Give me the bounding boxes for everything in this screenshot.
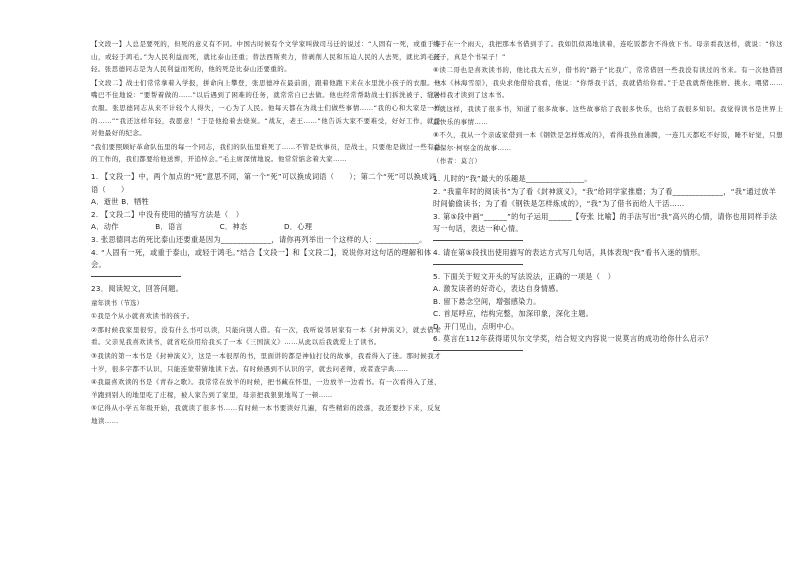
question-6: 6. 莫言在112年获得诺贝尔文学奖，结合短文内容说一说莫言的成功给你什么启示？ (433, 334, 713, 344)
question-2: 2. “我童年时的阅读书”为了看《封神演义》，“我”给同学家推磨；为了看_____________，“我”通过放羊时间偷偷读书；为了看《钢铁是怎样炼成的》，“我”为了借书而给人干活…… (433, 186, 777, 209)
option-c: C．神态 (219, 222, 248, 232)
left-column (91, 38, 441, 429)
material-paragraph: “我们要照顾好革命队伍里的每一个同志，我们的队伍里谁死了……不管是炊事员，是战士，只要他是做过一些有益的工作的，我们都要给他送葬，开追悼会。”毛主席深情地说。他常常惦念着大家…… (91, 142, 441, 164)
question-3: 3. 第⑤段中画“______”的句子运用______【夸张 比喻】的手法写出“我”高兴的心情，请你也用同样手法写一句话，表达一种心情。 (433, 211, 778, 234)
answer-line (433, 349, 523, 351)
material-paragraph: 【文段一】人总是要死的，但死的意义有不同。中国古时候有个文学家叫做司马迁的说过：“人固有一死，或重于泰山，或轻于鸿毛。”为人民利益而死，就比泰山还重；替法西斯卖力，替剥削人民和压迫人民的人去死，就比鸿毛还轻。张思德同志是为人民利益而死的，他的死是比泰山还要重的。 (91, 40, 441, 74)
option-b: B．语言 (155, 222, 183, 232)
answer-line (433, 239, 523, 241)
passage-paragraph: ⑤记得从小学五年级开始，我就读了很多书……有时候一本书要读好几遍，有些精彩的段落，我还要抄下来，反复地读…… (91, 404, 441, 426)
passage-paragraph: ⑥读二哥也是喜欢读书的，他比我大五岁，借书的“路子”比我广，常常借回一些我没有读过的书来。有一次他借回一本《林海雪原》，我央求他借给我看，他说：“你帮我干活，我就借给你看。”于是我就帮他推磨、挑水、喂猪……这样我才读到了这本书。 (433, 66, 783, 100)
option-a: A．动作 (91, 222, 119, 232)
question-1-options: A．逝世 B．牺牲 (91, 197, 149, 207)
passage-title: 童年读书（节选） (91, 299, 143, 308)
passage-paragraph: ④我最喜欢读的书是《青春之歌》。我常常在放羊的时候，把书藏在怀里，一边放羊一边看书。有一次看得入了迷，羊跑到别人的地里吃了庄稼，被人家告到了家里，母亲把我狠狠地骂了一顿…… (91, 378, 441, 399)
question-3: 3. 张思德同志的死比泰山还要重是因为_____________，请你再列举出一个这样的人：___________。 (91, 234, 427, 244)
right-column (433, 38, 783, 357)
passage-paragraph: ⑧不久，我从一个亲戚家借到一本《钢铁是怎样炼成的》，看得我热血沸腾，一连几天都吃不好饭，睡不好觉，只想着保尔·柯察金的故事…… (433, 131, 783, 152)
option-a: A. 激发读者的好奇心，表达自身情感。 (433, 284, 564, 294)
material-paragraph: 【文段二】战士们常常拿着入学报，拼命向上攀登，张思德冲在最前面，跟着他跑下来在水里洗小孩子的衣服。他嘴巴不住地说：“要帮着做的……”以后遇到了困难的任务，就常常自已去做。他也经常帮助战士们拆洗被子、缝补衣服。张思德同志从来不计较个人得失，一心为了人民。他每天都在为战士们做些事情……“我的心和大家是一样的……”“我还这样年轻，我愿意！”于是他抢着去烧炭。“战友，老王……”他告诉大家不要难受，好好工作，就是对他最好的纪念。 (91, 78, 441, 138)
passage-paragraph: ⑦就这样，我读了很多书，知道了很多故事。这些故事给了我很多快乐，也给了我很多知识。我觉得读书是世界上最快乐的事情…… (433, 104, 783, 126)
section-title: 23．阅读短文，回答问题。 (91, 283, 184, 293)
passage-paragraph: ①我是个从小就喜欢读书的孩子。 (91, 312, 194, 321)
question-1: 1. 儿时的“我”最大的乐趣是_______________。 (433, 173, 592, 183)
option-d: D. 开门见山，点明中心。 (433, 321, 519, 331)
passage-paragraph: 终于在一个雨天，我把那本书借到手了。我如饥似渴地读着，连吃饭都舍不得放下书。母亲看我这样，就说：“你这孩子，真是个书呆子！” (433, 40, 783, 61)
answer-line (433, 263, 523, 265)
question-5: 5. 下面关于短文开头的写法说法，正确的一项是（ ） (433, 271, 616, 281)
passage-paragraph: ③我读的第一本书是《封神演义》，这是一本很厚的书，里面讲的都是神仙打仗的故事，我看得入了迷。那时候我才十岁，很多字都不认识，只能连蒙带猜地读下去。有时候遇到不认识的字，就去问老师，或者查字典…… (91, 352, 441, 373)
passage-author: （作者：莫言） (433, 157, 482, 166)
option-c: C. 首尾呼应，结构完整，加深印象，深化主题。 (433, 309, 594, 319)
answer-line (91, 275, 181, 277)
option-b: B. 留下悬念空间，增强感染力。 (433, 296, 541, 306)
question-2-options (91, 221, 441, 234)
question-4: 4. “人固有一死，或重于泰山，或轻于鸿毛。”结合【文段一】和【文段二】，说说你对这句话的理解和体会。 (91, 247, 432, 270)
question-2: 2. 【文段二】中没有使用的描写方法是（ ） (91, 209, 244, 219)
question-1: 1. 【文段一】中，两个加点的“死”意思不同，第一个“死”可以换成词语（ ）；第二个“死”可以换成词语（ ） (91, 171, 437, 194)
question-4: 4. 请在第⑤段找出使用描写的表达方式写几句话，具体表现“我”看书入迷的情形。 (433, 247, 705, 257)
passage-paragraph: ②那时候我家里很穷，没有什么书可以读，只能向别人借。有一次，我听说邻居家有一本《封神演义》，就去借来看。父亲见我喜欢读书，就省吃俭用给我买了一本《三国演义》……从此以后我就爱上了读书。 (91, 325, 441, 347)
option-d: D．心理 (283, 222, 313, 232)
